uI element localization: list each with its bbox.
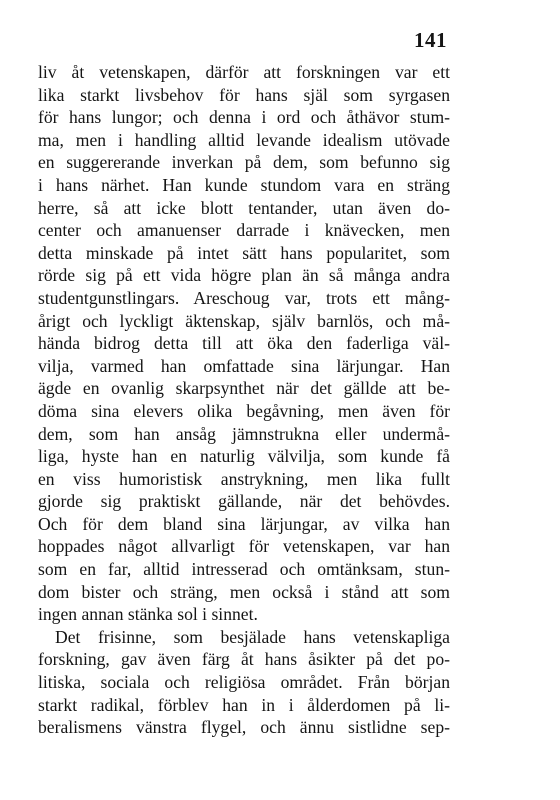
text-line: dem, som han ansåg jämnstrukna eller undermå- — [38, 423, 450, 444]
text-line: studentgunstlingars. Areschoug var, trots ett mång- — [38, 287, 450, 308]
text-line: detta minskade på intet sätt hans popularitet, som — [38, 242, 450, 263]
text-line: center och amanuenser darrade i knävecken, men — [38, 220, 450, 241]
text-line: som en far, alltid intresserad och omtänksam, stun- — [38, 559, 450, 580]
text-line: ma, men i handling alltid levande idealism utövade — [38, 129, 450, 150]
text-line: hända bidrog detta till att öka den faderliga väl- — [38, 333, 450, 354]
body-text — [38, 61, 450, 739]
text-line: ägde en ovanlig skarpsynthet när det gällde att be- — [38, 378, 450, 399]
text-line: liv åt vetenskapen, därför att forskningen var ett — [38, 62, 450, 82]
text-line: dom bister och sträng, men också i stånd att som — [38, 581, 450, 602]
text-line: herre, så att icke blott tentander, utan även do- — [38, 197, 450, 218]
text-line: ingen annan stänka sol i sinnet. — [38, 604, 258, 625]
text-line: Det frisinne, som besjälade hans vetenskapliga — [55, 626, 450, 647]
text-line: lika starkt livsbehov för hans själ som syrgasen — [38, 84, 450, 105]
text-line: Och för dem bland sina lärjungar, av vilka han — [38, 513, 450, 534]
text-line: gjorde sig praktiskt gällande, när det behövdes. — [38, 491, 450, 512]
text-line: rörde sig på ett vida högre plan än så många andra — [38, 265, 450, 286]
text-line: en suggererande inverkan på dem, som befunno sig — [38, 152, 450, 173]
text-line: starkt radikal, förblev han in i ålderdomen på li- — [38, 694, 450, 715]
text-line: för hans lungor; och denna i ord och åthävor stum- — [38, 107, 450, 128]
text-line: i hans närhet. Han kunde stundom vara en sträng — [38, 174, 450, 195]
text-line: litiska, sociala och religiösa området. Från början — [38, 672, 450, 693]
text-line: liga, hyste han en naturlig välvilja, som kunde få — [38, 446, 450, 467]
page-number: 141 — [414, 28, 447, 52]
text-line: forskning, gav även färg åt hans åsikter på det po- — [38, 649, 450, 670]
text-line: hoppades något allvarligt för vetenskapen, var han — [38, 536, 450, 557]
text-line: döma sina elevers olika begåvning, men även för — [38, 400, 450, 421]
text-line: beralismens vänstra flygel, och ännu sistlidne sep- — [38, 717, 450, 738]
text-line: vilja, varmed han omfattade sina lärjungar. Han — [38, 355, 450, 376]
text-line: en viss humoristisk anstrykning, men lika fullt — [38, 468, 450, 489]
text-line: årigt och lyckligt äktenskap, själv barnlös, och må- — [38, 310, 450, 331]
